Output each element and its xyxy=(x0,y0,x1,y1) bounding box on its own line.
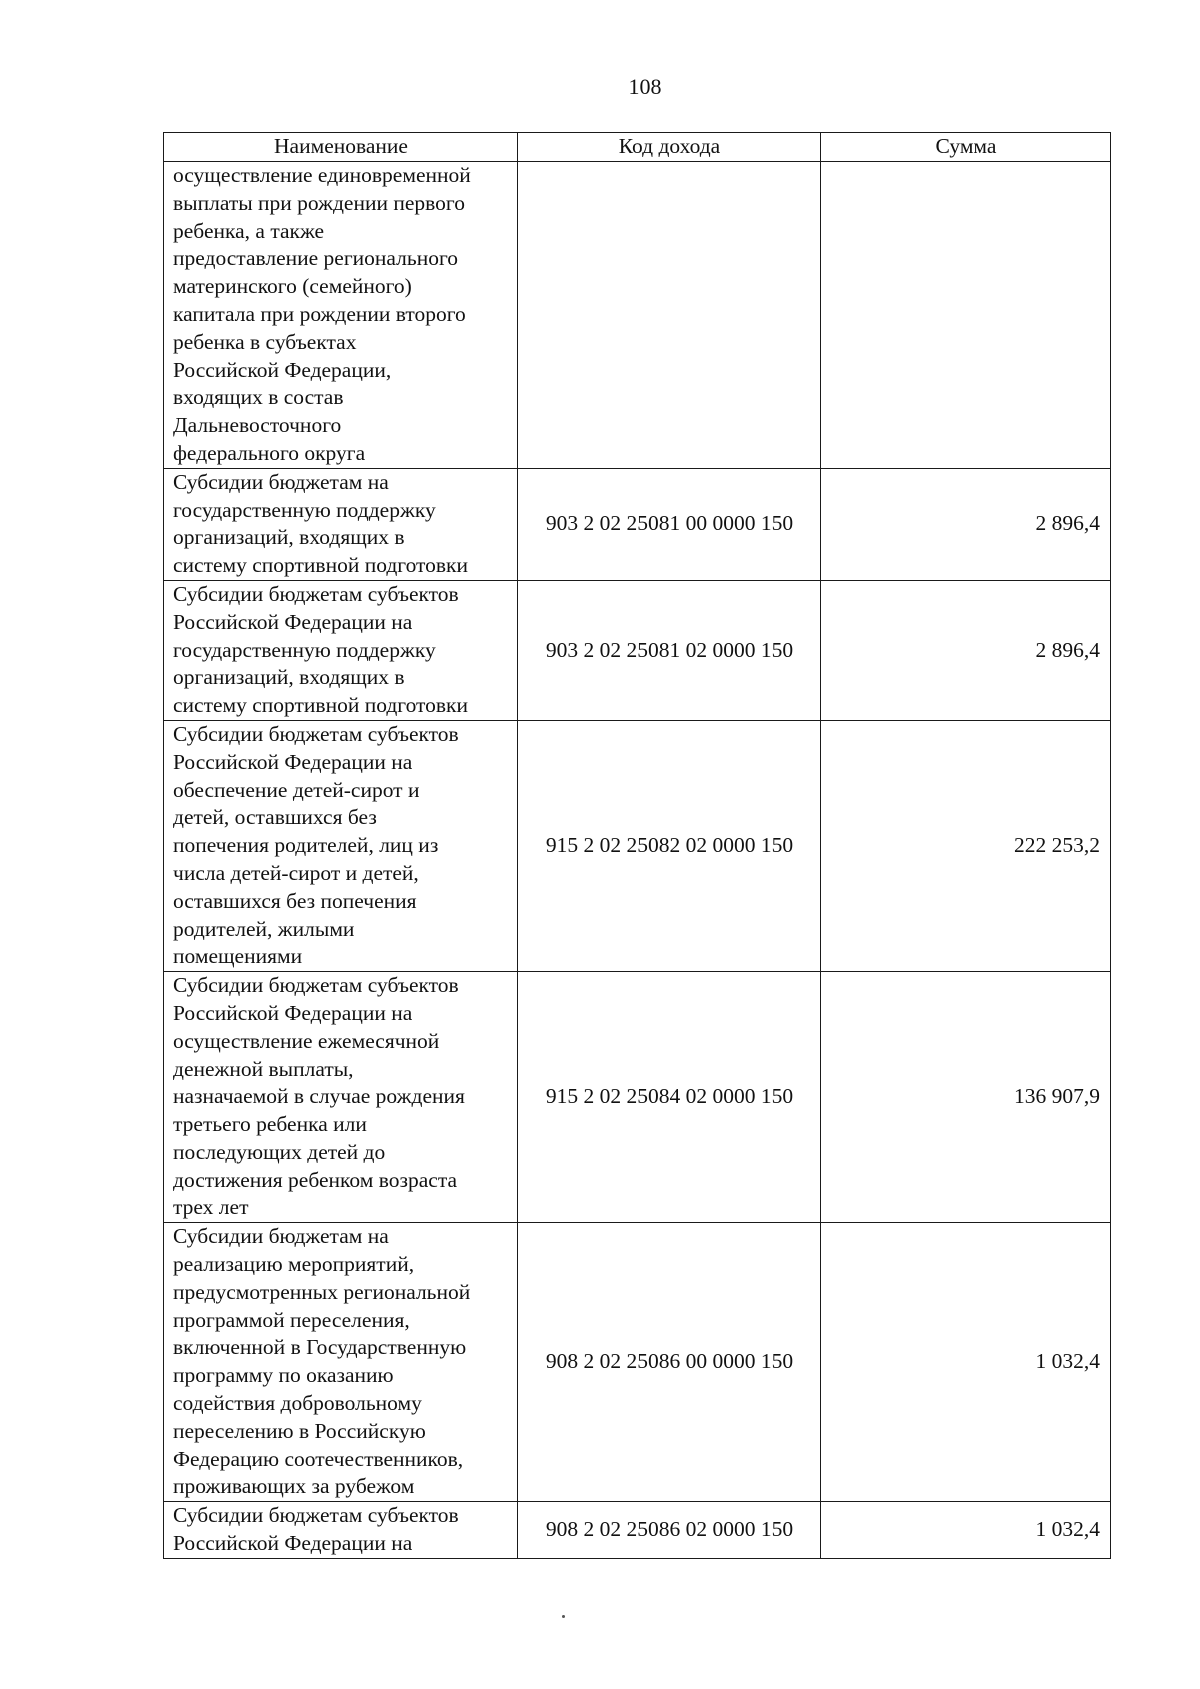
header-sum: Сумма xyxy=(821,133,1111,162)
cell-sum: 2 896,4 xyxy=(821,468,1111,580)
header-code: Код дохода xyxy=(518,133,821,162)
table-row xyxy=(164,162,1111,469)
cell-sum: 136 907,9 xyxy=(821,972,1111,1223)
revenue-table xyxy=(163,132,1111,1559)
cell-sum: 1 032,4 xyxy=(821,1502,1111,1559)
header-row xyxy=(164,133,1111,162)
cell-sum xyxy=(821,162,1111,469)
table-row xyxy=(164,468,1111,580)
cell-name: Субсидии бюджетам на государственную поддержку организаций, входящих в систему спортивной подготовки xyxy=(164,468,518,580)
page-number: 108 xyxy=(628,74,662,99)
header-name: Наименование xyxy=(164,133,518,162)
table-body xyxy=(164,162,1111,1559)
cell-name: осуществление единовременной выплаты при рождении первого ребенка, а также предоставление регионального материнского (семейного) капитала при рождении второго ребенка в субъектах Российской Федерации, входящих в состав Дальневосточного федерального округа xyxy=(164,162,518,469)
table-row xyxy=(164,1223,1111,1502)
table-row xyxy=(164,720,1111,971)
cell-sum: 222 253,2 xyxy=(821,720,1111,971)
cell-name: Субсидии бюджетам субъектов Российской Федерации на обеспечение детей-сирот и детей, оставшихся без попечения родителей, лиц из числа детей-сирот и детей, оставшихся без попечения родителей, жилыми помещениями xyxy=(164,720,518,971)
cell-name: Субсидии бюджетам субъектов Российской Федерации на осуществление ежемесячной денежной выплаты, назначаемой в случае рождения третьего ребенка или последующих детей до достижения ребенком возраста трех лет xyxy=(164,972,518,1223)
cell-code: 915 2 02 25082 02 0000 150 xyxy=(518,720,821,971)
cell-code: 908 2 02 25086 00 0000 150 xyxy=(518,1223,821,1502)
cell-code: 903 2 02 25081 02 0000 150 xyxy=(518,580,821,720)
cell-code: 915 2 02 25084 02 0000 150 xyxy=(518,972,821,1223)
cell-code xyxy=(518,162,821,469)
cell-code: 903 2 02 25081 00 0000 150 xyxy=(518,468,821,580)
table-row xyxy=(164,1502,1111,1559)
table-row xyxy=(164,580,1111,720)
cell-sum: 1 032,4 xyxy=(821,1223,1111,1502)
cell-name: Субсидии бюджетам на реализацию мероприятий, предусмотренных региональной программой переселения, включенной в Государственную программу по оказанию содействия добровольному переселению в Российскую Федерацию соотечественников, проживающих за рубежом xyxy=(164,1223,518,1502)
cell-name: Субсидии бюджетам субъектов Российской Федерации на государственную поддержку организаций, входящих в систему спортивной подготовки xyxy=(164,580,518,720)
table-row xyxy=(164,972,1111,1223)
cell-code: 908 2 02 25086 02 0000 150 xyxy=(518,1502,821,1559)
cell-name: Субсидии бюджетам субъектов Российской Федерации на xyxy=(164,1502,518,1559)
table-header xyxy=(164,133,1111,162)
cell-sum: 2 896,4 xyxy=(821,580,1111,720)
scan-speck xyxy=(562,1615,565,1618)
